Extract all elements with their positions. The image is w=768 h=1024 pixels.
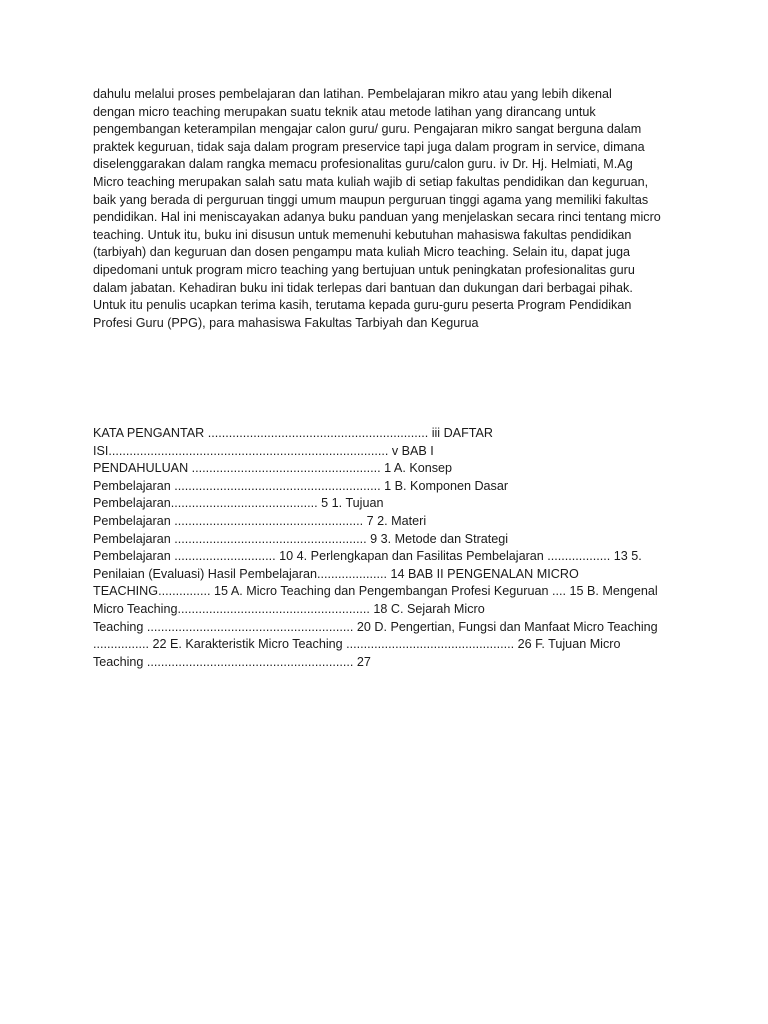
paragraph-line: pendidikan. Hal ini meniscayakan adanya buku panduan yang menjelaskan secara rinci tentang micro [93,210,661,225]
paragraph-line: Profesi Guru (PPG), para mahasiswa Fakultas Tarbiyah dan Kegurua [93,315,479,330]
paragraph-line: teaching. Untuk itu, buku ini disusun untuk memenuhi kebutuhan mahasiswa fakultas pendidikan [93,227,632,242]
paragraph-line: Untuk itu penulis ucapkan terima kasih, terutama kepada guru-guru peserta Program Pendidikan [93,298,632,313]
paragraph-line: dipedomani untuk program micro teaching yang bertujuan untuk peningkatan profesionalitas guru [93,262,635,277]
paragraph-line: diselenggarakan dalam rangka memacu profesionalitas guru/calon guru. iv Dr. Hj. Helmiati, M.Ag [93,157,633,172]
toc-line: PENDAHULUAN ...................................................... 1 A. Konsep [93,461,453,476]
paragraph-line: pengembangan keterampilan mengajar calon guru/ guru. Pengajaran mikro sangat berguna dalam [93,122,642,137]
toc-line: Teaching ........................................................... 27 [93,654,371,669]
body-paragraph [93,86,693,332]
toc-line: Pembelajaran ............................. 10 4. Perlengkapan dan Fasilitas Pembelajaran .................. 13 5. [93,549,642,564]
paragraph-line: dalam jabatan. Kehadiran buku ini tidak terlepas dari bantuan dan dukungan dari berbagai pihak. [93,280,633,295]
toc-line: Pembelajaran.......................................... 5 1. Tujuan [93,496,384,511]
paragraph-line: dengan micro teaching merupakan suatu teknik atau metode latihan yang dirancang untuk [93,104,596,119]
toc-line: Teaching ........................................................... 20 D. Pengertian, Fungsi dan Manfaat Micro Teaching [93,619,658,634]
toc-line: Pembelajaran ....................................................... 9 3. Metode dan Strategi [93,531,509,546]
toc-line: TEACHING............... 15 A. Micro Teaching dan Pengembangan Profesi Keguruan .... 15 B. Mengenal [93,584,658,599]
toc-line: Micro Teaching....................................................... 18 C. Sejarah Micro [93,601,485,616]
toc-line: ISI................................................................................ v BAB I [93,443,434,458]
toc-line: Penilaian (Evaluasi) Hasil Pembelajaran.................... 14 BAB II PENGENALAN MICRO [93,566,579,581]
toc-line: Pembelajaran ...................................................... 7 2. Materi [93,513,427,528]
paragraph-line: baik yang berada di perguruan tinggi umum maupun perguruan tinggi agama yang memiliki fakultas [93,192,649,207]
paragraph-line: praktek keguruan, tidak saja dalam program preservice tapi juga dalam program in service, dimana [93,139,645,154]
toc-line: ................ 22 E. Karakteristik Micro Teaching ................................................ 26 F. Tujuan Micro [93,637,621,652]
paragraph-line: (tarbiyah) dan keguruan dan dosen pengampu mata kuliah Micro teaching. Selain itu, dapat juga [93,245,630,260]
paragraph-line: Micro teaching merupakan salah satu mata kuliah wajib di setiap fakultas pendidikan dan keguruan, [93,174,649,189]
paragraph-line: dahulu melalui proses pembelajaran dan latihan. Pembelajaran mikro atau yang lebih dikenal [93,87,612,101]
toc-line: Pembelajaran ........................................................... 1 B. Komponen Dasar [93,478,509,493]
toc-line: KATA PENGANTAR ............................................................... iii DAFTAR [93,426,494,440]
table-of-contents [93,425,693,671]
